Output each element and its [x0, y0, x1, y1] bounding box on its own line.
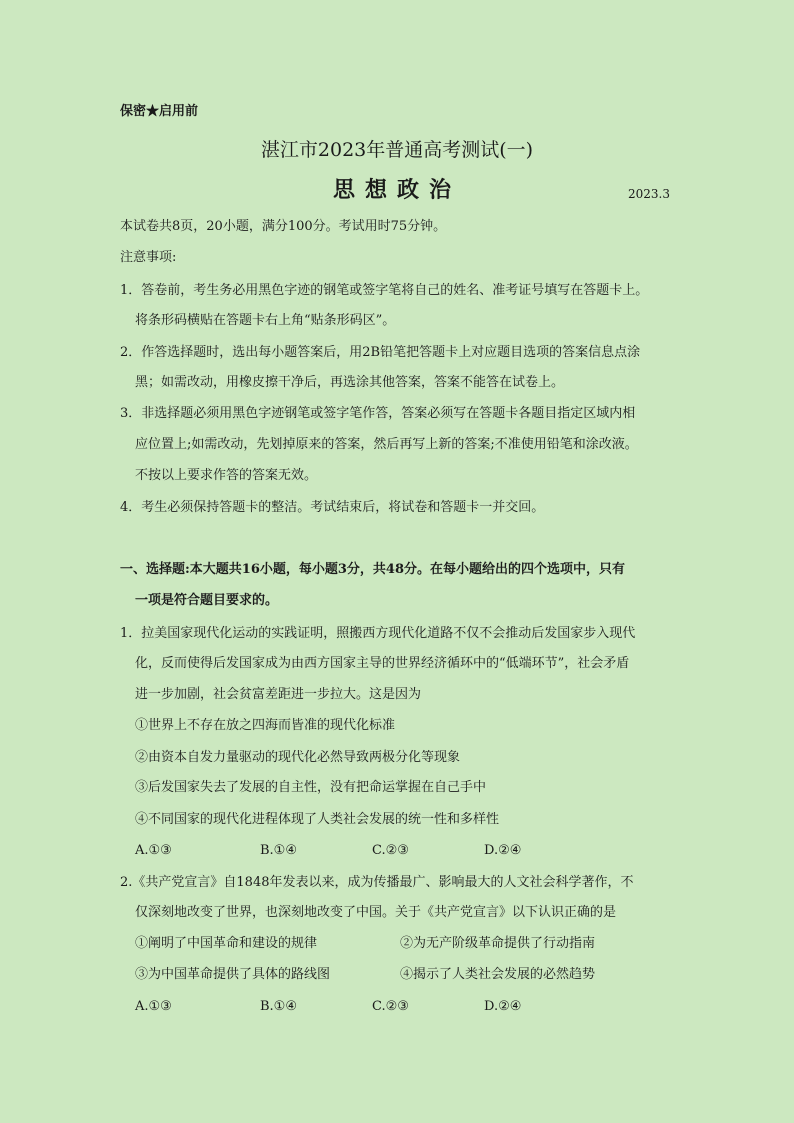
q1-stem-line-1: 1．拉美国家现代化运动的实践证明，照搬西方现代化道路不仅不会推动后发国家步入现代: [120, 626, 636, 641]
q1-item-3: ③后发国家失去了发展的自主性，没有把命运掌握在自己手中: [135, 780, 487, 795]
q1-stem-line-2: 化，反而使得后发国家成为由西方国家主导的世界经济循环中的“低端环节”，社会矛盾: [135, 656, 630, 671]
q2-option-d[interactable]: D.②④: [484, 999, 522, 1014]
notice-3-line-3: 不按以上要求作答的答案无效。: [135, 468, 318, 483]
q2-item-1: ①阐明了中国革命和建设的规律: [135, 936, 318, 951]
q2-item-3: ③为中国革命提供了具体的路线图: [135, 967, 331, 982]
q2-stem-line-2: 仅深刻地改变了世界，也深刻地改变了中国。关于《共产党宣言》以下认识正确的是: [135, 905, 617, 920]
notice-title: 注意事项:: [120, 250, 177, 265]
q1-item-2: ②由资本自发力量驱动的现代化必然导致两极分化等现象: [135, 750, 461, 765]
q2-item-2: ②为无产阶级革命提供了行动指南: [400, 936, 596, 951]
notice-3-line-2: 应位置上;如需改动，先划掉原来的答案，然后再写上新的答案;不准使用铅笔和涂改液。: [135, 437, 638, 452]
q2-option-c[interactable]: C.②③: [372, 999, 409, 1014]
notice-1-line-2: 将条形码横贴在答题卡右上角“贴条形码区”。: [135, 313, 396, 328]
exam-date: 2023.3: [628, 187, 670, 201]
q1-option-a[interactable]: A.①③: [135, 843, 172, 858]
notice-1-line-1: 1．答卷前，考生务必用黑色字迹的钢笔或签字笔将自己的姓名、准考证号填写在答题卡上。: [120, 283, 649, 298]
q1-item-4: ④不同国家的现代化进程体现了人类社会发展的统一性和多样性: [135, 812, 500, 827]
notice-2-line-2: 黑；如需改动，用橡皮擦干净后，再选涂其他答案，答案不能答在试卷上。: [135, 375, 565, 390]
notice-3-line-1: 3．非选择题必须用黑色字迹钢笔或签字笔作答，答案必须写在答题卡各题目指定区域内相: [120, 406, 636, 421]
q2-option-b[interactable]: B.①④: [260, 999, 297, 1014]
subject-title: 思想政治: [332, 177, 461, 203]
secret-label: 保密★启用前: [120, 104, 199, 119]
q2-stem-line-1: 2.《共产党宣言》自1848年发表以来，成为传播最广、影响最大的人文社会科学著作，不: [120, 875, 634, 890]
q1-option-d[interactable]: D.②④: [484, 843, 522, 858]
section-1-header-line-2: 一项是符合题目要求的。: [135, 593, 279, 608]
q1-item-1: ①世界上不存在放之四海而皆准的现代化标准: [135, 718, 396, 733]
intro-text: 本试卷共8页，20小题，满分100分。考试用时75分钟。: [120, 219, 447, 234]
q1-option-c[interactable]: C.②③: [372, 843, 409, 858]
notice-2-line-1: 2．作答选择题时，选出每小题答案后，用2B铅笔把答题卡上对应题目选项的答案信息点涂: [120, 345, 641, 360]
q1-stem-line-3: 进一步加剧，社会贫富差距进一步拉大。这是因为: [135, 687, 422, 702]
q1-option-b[interactable]: B.①④: [260, 843, 297, 858]
q2-item-4: ④揭示了人类社会发展的必然趋势: [400, 967, 596, 982]
notice-4-line-1: 4．考生必须保持答题卡的整洁。考试结束后，将试卷和答题卡一并交回。: [120, 500, 545, 515]
q2-option-a[interactable]: A.①③: [135, 999, 172, 1014]
section-1-header-line-1: 一、选择题:本大题共16小题，每小题3分，共48分。在每小题给出的四个选项中，只有: [120, 562, 626, 577]
exam-title: 湛江市2023年普通高考测试(一): [260, 139, 534, 161]
